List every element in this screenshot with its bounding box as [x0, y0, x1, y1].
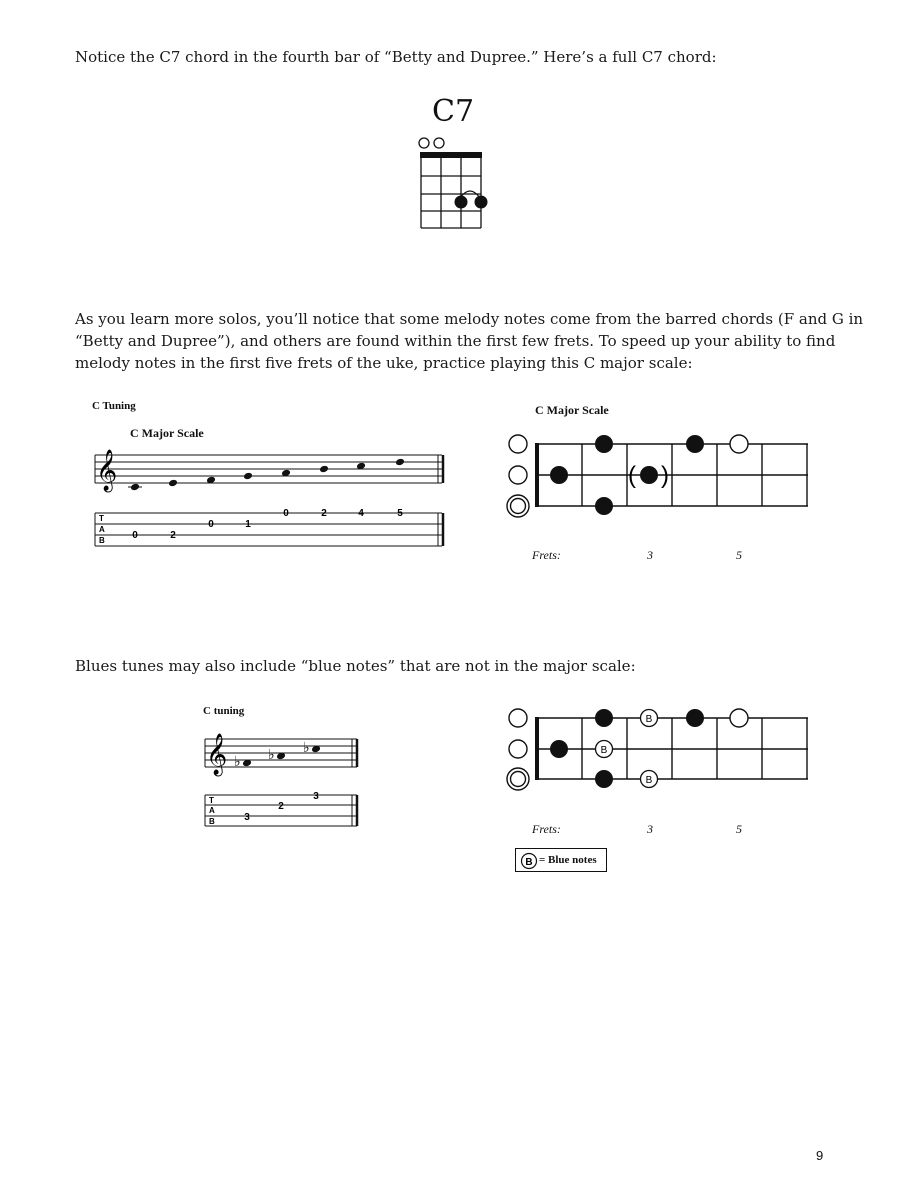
scale-note: [686, 709, 704, 727]
blue-note-legend-icon: [519, 851, 539, 871]
scale-note: [550, 466, 568, 484]
blue-note-label: B: [600, 745, 608, 756]
tab-number: 0: [132, 530, 138, 541]
page-number: 9: [816, 1148, 824, 1163]
open-string-marker: [419, 138, 429, 148]
open-string-marker: [434, 138, 444, 148]
root-open-marker-inner: [511, 772, 526, 787]
scale-paragraph-line3: melody notes in the first five frets of the uke, practice playing this C major scale:: [75, 354, 693, 372]
scale-notation-title: C Major Scale: [130, 426, 204, 440]
blues-fret-marker-3: 3: [647, 822, 653, 836]
scale-staff: [90, 440, 450, 550]
root-open-marker-inner: [511, 499, 526, 514]
note-head: [319, 465, 329, 474]
blue-notes-legend: [515, 848, 607, 872]
tab-number: 4: [358, 508, 364, 519]
blue-note-legend-symbol: B: [525, 857, 533, 868]
flat-symbol-icon: ♭: [303, 739, 310, 755]
blue-notes-legend-text: = Blue notes: [539, 854, 597, 866]
note-head: [395, 458, 405, 467]
open-note-marker: [730, 435, 748, 453]
c7-chord-name: C7: [432, 94, 475, 129]
tab-letter-b: B: [99, 536, 105, 545]
tab-number: 2: [278, 801, 284, 812]
optional-note-paren-left: (: [628, 462, 636, 489]
fretboard-nut: [535, 443, 539, 507]
flat-symbol-icon: ♭: [234, 753, 241, 769]
scale-note: [550, 740, 568, 758]
blues-frets-label: Frets:: [532, 822, 561, 836]
tab-number: 5: [397, 508, 403, 519]
scale-paragraph-line2: “Betty and Dupree”), and others are found within the first few frets. To speed up your ability to find: [75, 332, 836, 350]
scale-fretboard: [500, 428, 820, 528]
optional-note-paren-right: ): [661, 462, 669, 489]
scale-note: [595, 435, 613, 453]
tab-number: 3: [313, 791, 319, 802]
note-head: [168, 479, 178, 488]
scale-note: [595, 497, 613, 515]
tab-number: 0: [208, 519, 214, 530]
treble-clef-icon: 𝄞: [96, 449, 118, 490]
open-string-marker: [509, 709, 527, 727]
fretted-note: [455, 196, 468, 209]
tab-number: 0: [283, 508, 289, 519]
scale-frets-label: Frets:: [532, 548, 561, 562]
scale-paragraph-line1: As you learn more solos, you’ll notice that some melody notes come from the barred chords (F and G in: [75, 310, 864, 328]
intro-paragraph: Notice the C7 chord in the fourth bar of “Betty and Dupree.” Here’s a full C7 chord:: [75, 48, 717, 66]
blues-staff: [200, 725, 365, 835]
open-note-marker: [730, 709, 748, 727]
tab-number: 2: [321, 508, 327, 519]
tab-number: 1: [245, 519, 251, 530]
blue-note-label: B: [645, 775, 653, 786]
fretboard-nut: [535, 717, 539, 780]
tab-letter-t: T: [99, 514, 104, 523]
scale-fretboard-title: C Major Scale: [535, 403, 609, 417]
blue-note-label: B: [645, 714, 653, 725]
chord-nut: [420, 152, 482, 158]
tab-letter-t: T: [209, 796, 214, 805]
optional-scale-note: [640, 466, 658, 484]
blues-tuning-label: C tuning: [203, 705, 245, 717]
open-string-marker: [509, 740, 527, 758]
tab-number: 2: [170, 530, 176, 541]
open-string-marker: [509, 466, 527, 484]
tab-letter-a: A: [99, 525, 105, 534]
blues-paragraph: Blues tunes may also include “blue notes” that are not in the major scale:: [75, 657, 636, 675]
treble-clef-icon: 𝄞: [206, 733, 228, 774]
tab-number: 3: [244, 812, 250, 823]
open-string-marker: [509, 435, 527, 453]
fretted-note: [475, 196, 488, 209]
scale-note: [686, 435, 704, 453]
scale-note: [595, 709, 613, 727]
tab-letter-b: B: [209, 817, 215, 826]
note-head: [243, 472, 253, 481]
scale-tuning-label: C Tuning: [92, 400, 136, 412]
scale-fret-marker-3: 3: [647, 548, 653, 562]
c7-chord-diagram: [410, 134, 500, 234]
scale-fret-marker-5: 5: [736, 548, 742, 562]
blues-fretboard: [500, 702, 820, 802]
scale-note: [595, 770, 613, 788]
flat-symbol-icon: ♭: [268, 746, 275, 762]
blues-fret-marker-5: 5: [736, 822, 742, 836]
tab-letter-a: A: [209, 806, 215, 815]
